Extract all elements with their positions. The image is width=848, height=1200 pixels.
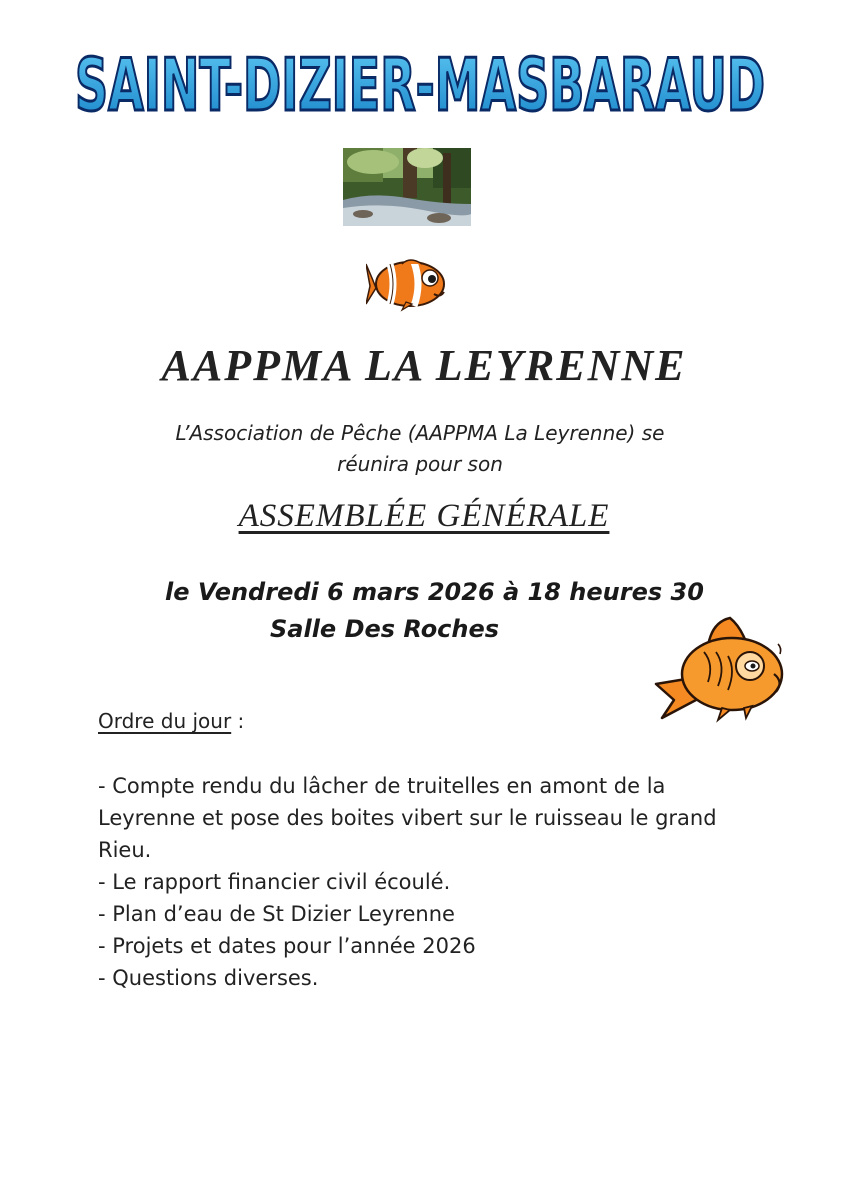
intro-line-1: L’Association de Pêche (AAPPMA La Leyrenne) se	[175, 421, 665, 445]
agenda-heading-label: Ordre du jour	[98, 709, 232, 733]
agenda-heading-colon: :	[231, 709, 245, 733]
clownfish-illustration	[366, 254, 450, 312]
river-photo	[343, 148, 471, 226]
agenda-item: - Compte rendu du lâcher de truitelles en amont de la Leyrenne et pose des boites vibert sur le ruisseau le grand Rieu.	[98, 774, 717, 862]
meeting-date: le Vendredi 6 mars 2026 à 18 heures 30	[165, 578, 704, 606]
banner-text: SAINT-DIZIER-MASBARAUD	[75, 43, 765, 122]
goldfish-illustration	[652, 612, 792, 724]
agenda-item: - Questions diverses.	[98, 966, 319, 990]
agenda-heading	[98, 709, 244, 733]
agenda-item: - Plan d’eau de St Dizier Leyrenne	[98, 902, 455, 926]
intro-line-2: réunira pour son	[337, 452, 503, 476]
meeting-venue: Salle Des Roches	[270, 615, 500, 643]
association-title: AAPPMA LA LEYRENNE	[161, 341, 687, 390]
village-banner	[70, 40, 770, 122]
agenda-item: - Le rapport financier civil écoulé.	[98, 870, 451, 894]
agenda-list	[98, 770, 738, 994]
assembly-title: ASSEMBLÉE GÉNÉRALE	[238, 498, 610, 534]
intro-text	[120, 418, 720, 480]
agenda-item: - Projets et dates pour l’année 2026	[98, 934, 476, 958]
